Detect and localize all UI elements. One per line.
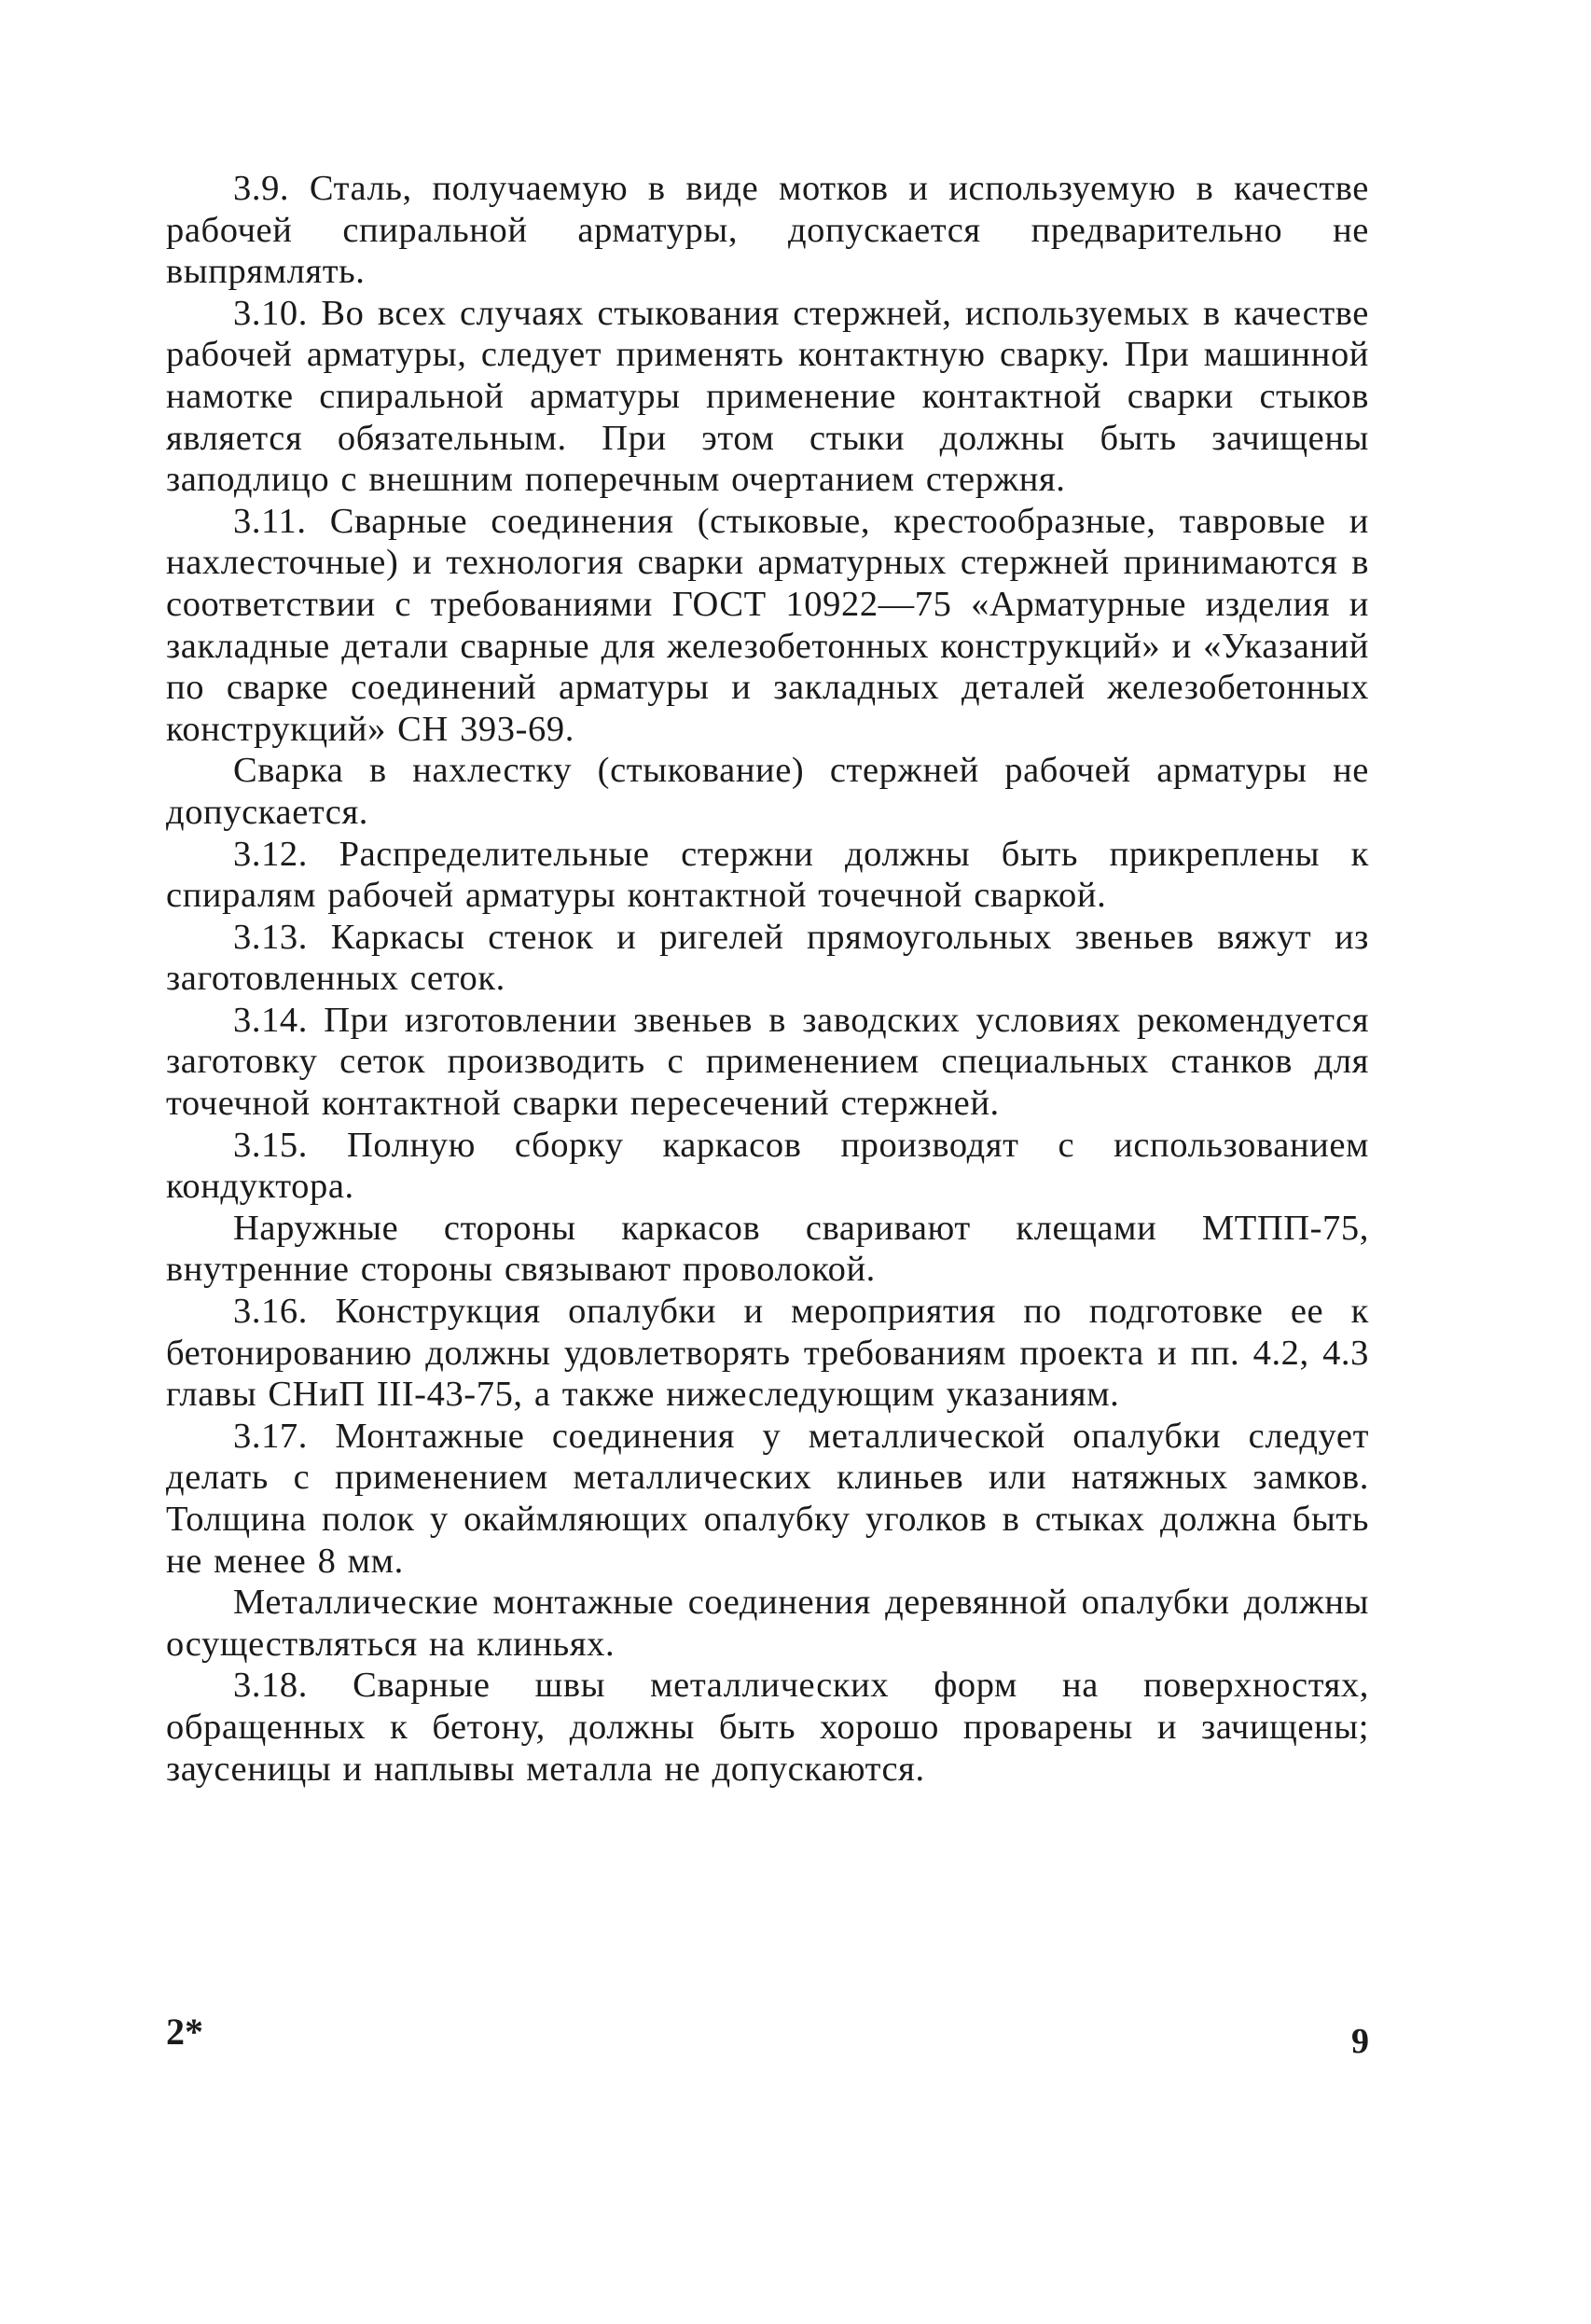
paragraph-3-13: 3.13. Каркасы стенок и ригелей прямоугольных звеньев вяжут из заготовленных сеток.	[166, 917, 1369, 999]
paragraph-3-9: 3.9. Сталь, получаемую в виде мотков и используемую в качестве рабочей спиральной арматуры, допускается предварительно не выпрямлять.	[166, 169, 1369, 292]
body-text	[166, 168, 1369, 1790]
paragraph-3-17: 3.17. Монтажные соединения у металлической опалубки следует делать с применением металлических клиньев или натяжных замков. Толщина полок у окаймляющих опалубку уголков в стыках должна быть не менее 8 мм.	[166, 1416, 1369, 1581]
paragraph-3-16: 3.16. Конструкция опалубки и мероприятия по подготовке ее к бетонированию должны удовлетворять требованиям проекта и пп. 4.2, 4.3 главы СНиП III-43-75, а также нижеследующим указаниям.	[166, 1292, 1369, 1415]
paragraph-3-11: 3.11. Сварные соединения (стыковые, крестообразные, тавровые и нахлесточные) и технология сварки арматурных стержней принимаются в соответствии с требованиями ГОСТ 10922—75 «Арматурные изделия и закладные детали сварные для железобетонных конструкций» и «Указаний по сварке соединений арматуры и закладных деталей железобетонных конструкций» СН 393-69.	[166, 501, 1369, 749]
paragraph-3-17-note: Металлические монтажные соединения деревянной опалубки должны осуществляться на клиньях.	[166, 1583, 1369, 1664]
paragraph-3-14: 3.14. При изготовлении звеньев в заводских условиях рекомендуется заготовку сеток производить с применением специальных станков для точечной контактной сварки пересечений стержней.	[166, 1000, 1369, 1124]
paragraph-3-15: 3.15. Полную сборку каркасов производят с использованием кондуктора.	[166, 1125, 1369, 1207]
signature-mark: 2*	[166, 2011, 203, 2053]
paragraph-3-10: 3.10. Во всех случаях стыкования стержней, используемых в качестве рабочей арматуры, следует применять контактную сварку. При машинной намотке спиральной арматуры применение контактной сварки стыков является обязательным. При этом стыки должны быть зачищены заподлицо с внешним поперечным очертанием стержня.	[166, 293, 1369, 500]
paragraph-3-15-note: Наружные стороны каркасов сваривают клещами МТПП-75, внутренние стороны связывают проволокой.	[166, 1208, 1369, 1290]
paragraph-3-18: 3.18. Сварные швы металлических форм на поверхностях, обращенных к бетону, должны быть хорошо проварены и зачищены; заусеницы и наплывы металла не допускаются.	[166, 1666, 1369, 1789]
paragraph-3-12: 3.12. Распределительные стержни должны быть прикреплены к спиралям рабочей арматуры контактной точечной сваркой.	[166, 834, 1369, 916]
page-number: 9	[1351, 2022, 1369, 2061]
page-footer	[166, 2010, 1369, 2066]
paragraph-3-11-note: Сварка в нахлестку (стыкование) стержней рабочей арматуры не допускается.	[166, 751, 1369, 832]
